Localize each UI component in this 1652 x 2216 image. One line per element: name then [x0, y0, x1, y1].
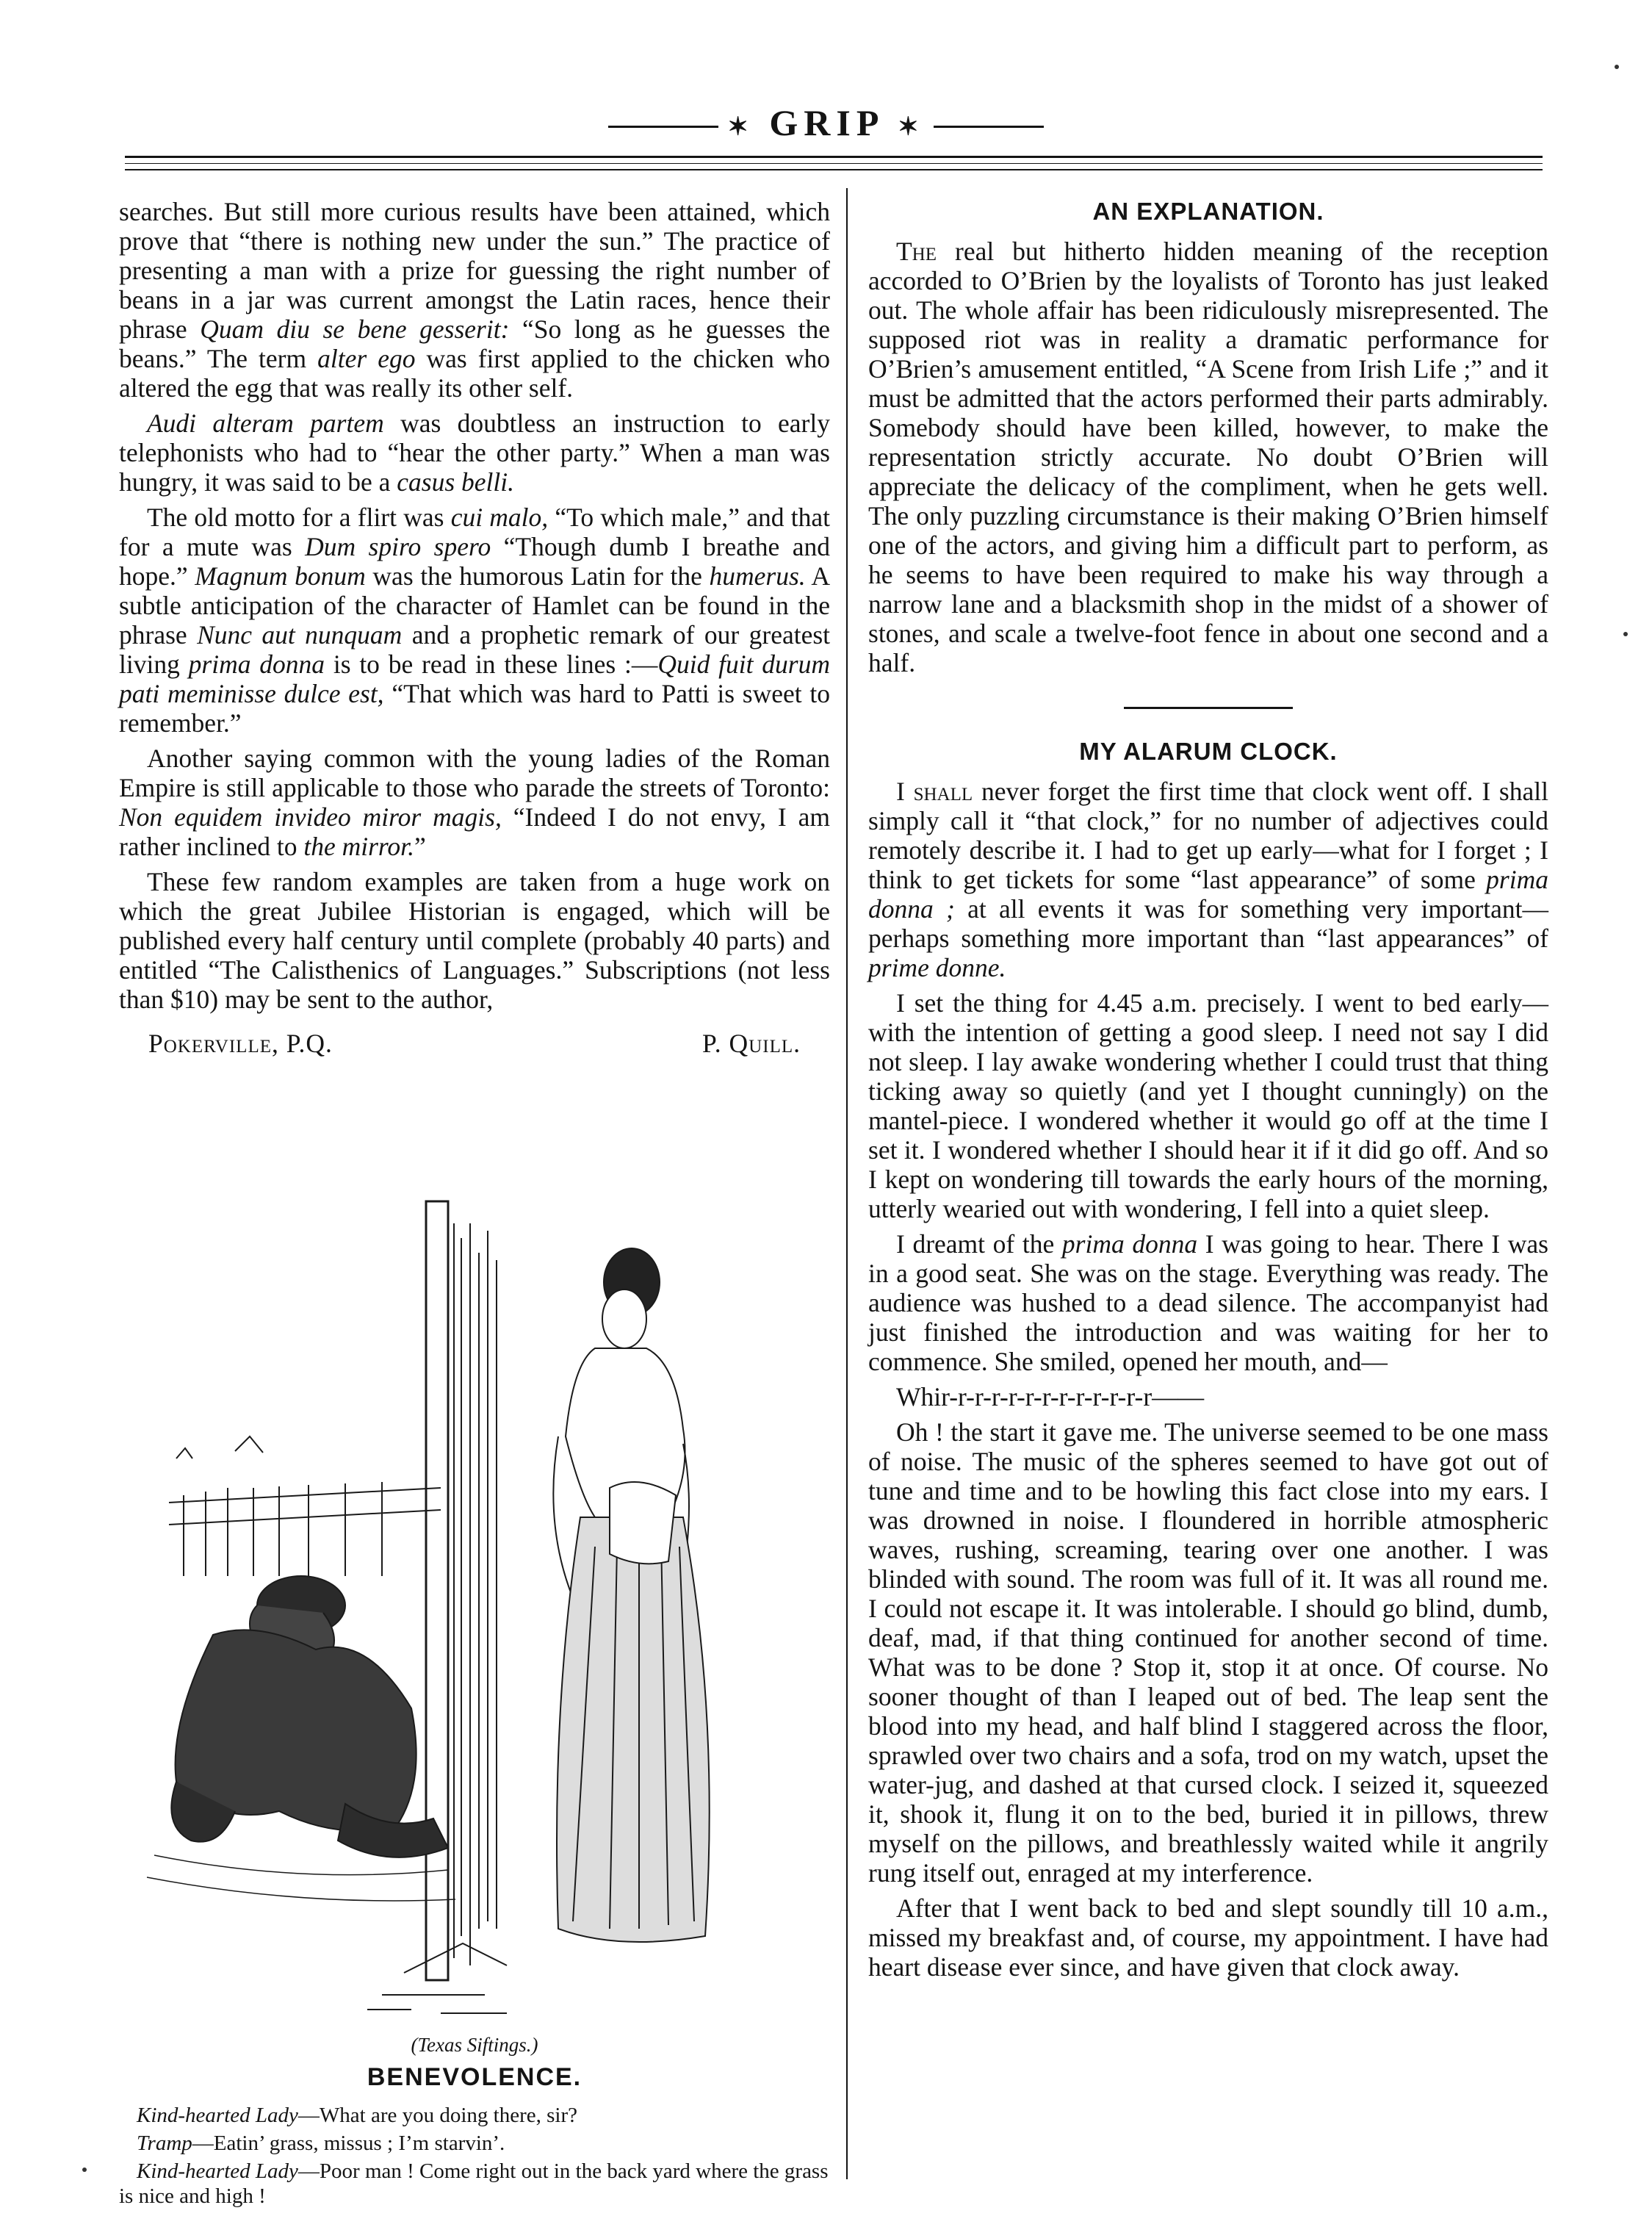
speck [1615, 65, 1619, 69]
ground [367, 1995, 507, 2013]
article-headline: AN EXPLANATION. [1092, 198, 1324, 225]
lady-figure [553, 1248, 709, 1942]
paragraph: I shall never forget the first time that clock went off. I shall simply call it “that clock,” for no number of adjectives could remotely describe it. I had to get up early—what for I forget ; I think to get tickets for some “last appearance” of some prima donna ; at all events it was for something very important—perhaps something more important than “last appearances” of prime donne. [868, 777, 1548, 982]
ornament-icon: ✶ [727, 113, 754, 141]
paragraph: Oh ! the start it gave me. The universe seemed to be one mass of noise. The music of the spheres seemed to have got out of tune and time and to be howling this fact close into my ears. I was drowned in noise. I floundered in horrible atmospheric waves, rushing, screaming, tearing over one another. I was blinded with sound. The room was full of it. It was all round me. I could not escape it. It was intolerable. I should go blind, dumb, deaf, mad, if that thing continued for another second of time. What was to be done ? Stop it, stop it at once. Of course. No sooner thought of than I leaped out of bed. The leap sent the blood into my head, and half blind I staggered across the floor, sprawled over two chairs and a sofa, trod on my watch, upset the water-jug, and dashed at that cursed clock. I seized it, squeezed it, shook it, flung it on to the bed, buried it in pillows, threw myself on the pillows, and breathlessly waited while it angrily rung itself out, enraged at my interference. [868, 1417, 1548, 1888]
fence [169, 1436, 441, 1576]
article-divider [1124, 707, 1293, 709]
page-title: GRIP [769, 102, 883, 143]
header-rule [125, 156, 1543, 158]
article-headline: MY ALARUM CLOCK. [1079, 738, 1338, 765]
dialog-line: Tramp—Eatin’ grass, missus ; I’m starvin’. [137, 2132, 505, 2155]
paragraph: Whir-r-r-r-r-r-r-r-r-r-r-r-r—— [896, 1382, 1205, 1411]
signature-place: Pokerville, P.Q. [148, 1029, 333, 1058]
paragraph: The real but hitherto hidden meaning of the reception accorded to O’Brien by the loyalists of Toronto has just leaked out. The whole affair has been ridiculously misrepresented. The supposed riot was in reality a dramatic performance for O’Brien’s amusement entitled, “A Scene from Irish Life ;” and it must be admitted that the actors performed their parts admirably. Somebody should have been killed, however, to make the representation strictly accurate. No doubt O’Brien will appreciate the delicacy of the compliment, when he gets well. The only puzzling circumstance is their making O’Brien himself one of the actors, and giving him a difficult part to perform, as he seems to have been required to make his way through a narrow lane and a blacksmith shop in the midst of a shower of stones, and scale a twelve-foot fence in about one second and a half. [868, 237, 1548, 677]
paragraph: These few random examples are taken from a huge work on which the great Jubilee Historian is engaged, which will be published every half century until complete (probably 40 parts) and entitled “The Calisthenics of Languages.” Subscriptions (not less than $10) may be sent to the author, [119, 867, 830, 1014]
ornament-icon: ✶ [898, 113, 925, 141]
masthead [0, 101, 1652, 144]
speck [1623, 632, 1628, 636]
cartoon-title: BENEVOLENCE. [367, 2063, 582, 2091]
dialog-line: Kind-hearted Lady—What are you doing there, sir? [137, 2104, 577, 2127]
column-divider [846, 188, 848, 2179]
signature [119, 1029, 830, 1058]
benevolence-illustration [125, 1194, 815, 2032]
right-column [868, 197, 1548, 1982]
paragraph: searches. But still more curious results have been attained, which prove that “there is nothing new under the sun.” The practice of presenting a man with a prize for guessing the right number of beans in a jar was current amongst the Latin races, hence their phrase Quam diu se bene gesserit: “So long as he guesses the beans.” The term alter ego was first applied to the chicken who altered the egg that was really its other self. [119, 197, 830, 403]
masthead-rule-right [934, 126, 1044, 128]
masthead-rule-left [608, 126, 718, 128]
header-rule-lower [125, 169, 1543, 170]
cartoon-credit: (Texas Siftings.) [411, 2034, 538, 2056]
cartoon-dialog [119, 2103, 835, 2212]
signature-name: P. Quill. [702, 1029, 801, 1058]
paragraph: I set the thing for 4.45 a.m. precisely. I went to bed early—with the intention of getting a good sleep. I need not say I did not sleep. I lay awake wondering whether I could trust that thing ticking away so quietly (and yet I thought cunningly) on the mantel-piece. I wondered whether it would go off at the time I set it. I wondered whether I should hear it if it did go off. And so I kept on wondering till towards the early hours of the morning, utterly wearied out with wondering, I fell into a quiet sleep. [868, 988, 1548, 1223]
paragraph: Another saying common with the young ladies of the Roman Empire is still applicable to those who parade the streets of Toronto: Non equidem invideo miror magis, “Indeed I do not envy, I am rather inclined to the mirror.” [119, 744, 830, 861]
paragraph: Audi alteram partem was doubtless an instruction to early telephonists who had to “hear the other party.” When a man was hungry, it was said to be a casus belli. [119, 409, 830, 497]
fence-post [404, 1201, 507, 1980]
left-column [119, 197, 830, 1058]
paragraph: The old motto for a flirt was cui malo, “To which male,” and that for a mute was Dum spiro spero “Though dumb I breathe and hope.” Magnum bonum was the humorous Latin for the humerus. A subtle anticipation of the character of Hamlet can be found in the phrase Nunc aut nunquam and a prophetic remark of our greatest living prima donna is to be read in these lines :—Quid fuit durum pati meminisse dulce est, “That which was hard to Patti is sweet to remember.” [119, 503, 831, 738]
header-rule-thin [125, 163, 1543, 164]
paragraph: After that I went back to bed and slept soundly till 10 a.m., missed my breakfast and, of course, my appointment. I have had heart disease ever since, and have given that clock away. [868, 1893, 1548, 1982]
tramp-figure [147, 1576, 455, 1901]
dialog-line: Kind-hearted Lady—Poor man ! Come right out in the back yard where the grass is nice and high ! [119, 2159, 829, 2208]
paragraph: I dreamt of the prima donna I was going to hear. There I was in a good seat. She was on the stage. Everything was ready. The audience was hushed to a dead silence. The accompanyist had just finished the introduction and was waiting for her to commence. She smiled, opened her mouth, and— [868, 1229, 1548, 1376]
speck [82, 2168, 87, 2172]
